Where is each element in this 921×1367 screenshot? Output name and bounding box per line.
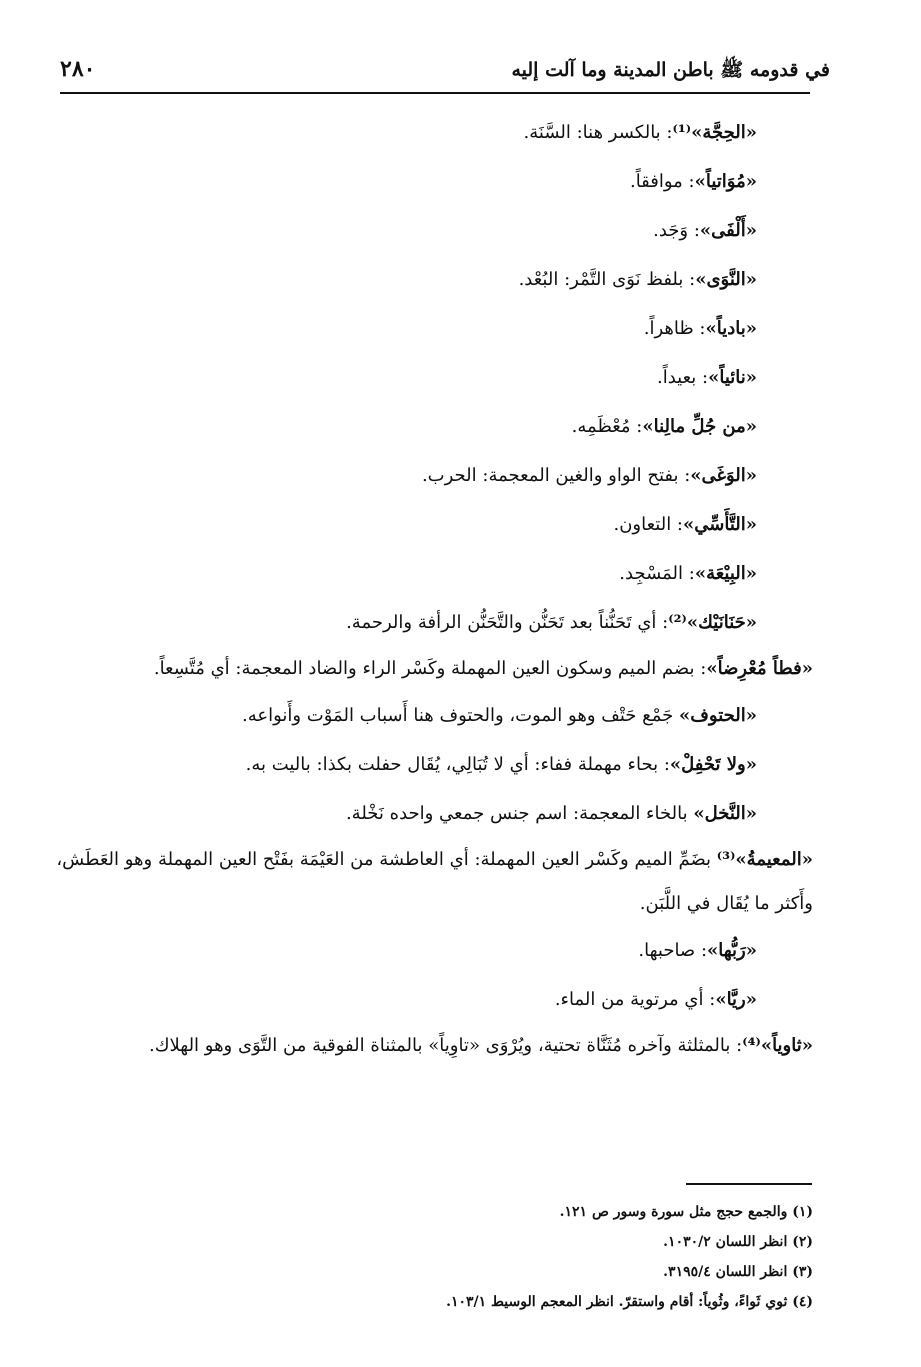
entry-text: بضَمِّ الميم وكَسْر العين المهملة: أي العاطشة من العَيْمَة بفَتْح العين المهملة وهو العَطَش، وأَكثر ما يُقَال في اللَّبَن. [56, 849, 813, 914]
entry-text: : ظاهراً. [643, 318, 706, 339]
entry-term: «رَبُّها» [707, 940, 757, 961]
footnote: (٣) انظر اللسان ٣١٩٥/٤. [663, 1264, 813, 1280]
glossary-entry [56, 108, 813, 157]
entry-text: : بالمثلثة وآخره مُثَنَّاة تحتية، ويُرْوَى «تاوِياً» بالمثناة الفوقية من التَّوَى وهو الهلاك. [148, 1035, 743, 1056]
entry-text: : بفتح الواو والغين المعجمة: الحرب. [421, 465, 691, 486]
entry-text: : بالكسر هنا: السَّنَة. [523, 122, 673, 143]
glossary-entry [56, 598, 813, 647]
glossary-entry [56, 789, 813, 838]
entry-text: : أي مرتوية من الماء. [554, 989, 716, 1010]
entry-text: : موافقاً. [629, 171, 695, 192]
entry-term: «من جُلِّ مالِنا» [642, 416, 757, 437]
page-number: ٢٨٠ [60, 56, 96, 82]
page-header [60, 52, 830, 96]
entry-term: «نائياً» [708, 367, 757, 388]
glossary-entry [56, 1024, 813, 1068]
glossary-body [56, 108, 813, 1068]
entry-term: «ولا تَحْفِلْ» [669, 754, 757, 775]
footnote: (٢) انظر اللسان ١٠٣٠/٢. [663, 1234, 813, 1250]
entry-text: : مُعْظَمِه. [571, 416, 643, 437]
glossary-entry [56, 740, 813, 789]
running-title: في قدومه ﷺ باطن المدينة وما آلت إليه [511, 59, 830, 81]
entry-text: : صاحبها. [638, 940, 708, 961]
entry-text: : بلفظ نَوَى التَّمْر: البُعْد. [518, 269, 696, 290]
entry-term: «النَّوَى» [695, 269, 757, 290]
glossary-entry [56, 500, 813, 549]
entry-term: «الحِجَّة»⁽¹⁾ [672, 122, 757, 143]
entry-term: «الوَغَى» [690, 465, 757, 486]
entry-text: : التعاون. [613, 514, 683, 535]
entry-text: : بعيداً. [656, 367, 709, 388]
footnote: (٤) ثوي ثَواءً، وثُوياً: أقام واستقرّ. انظر المعجم الوسيط ١٠٣/١. [446, 1294, 813, 1310]
entry-term: «مُوَاتياً» [694, 171, 757, 192]
entry-term: «المعيمةُ»⁽³⁾ [716, 849, 813, 870]
entry-text: : المَسْجِد. [619, 563, 695, 584]
glossary-entry [56, 157, 813, 206]
entry-term: «حَنَانَيْك»⁽²⁾ [668, 612, 757, 633]
entry-term: «البِيْعَة» [694, 563, 757, 584]
glossary-entry [56, 206, 813, 255]
glossary-entry [56, 451, 813, 500]
glossary-entry [56, 691, 813, 740]
glossary-entry [56, 549, 813, 598]
entry-term: «الحتوف» [679, 705, 757, 726]
glossary-entry [56, 926, 813, 975]
footnote: (١) والجمع حجج مثل سورة وسور ص ١٢١. [559, 1204, 813, 1220]
glossary-entry [56, 647, 813, 691]
entry-text: : وَجَد. [653, 220, 700, 241]
glossary-entry [56, 975, 813, 1024]
entry-term: «التَّأَسِّي» [683, 514, 757, 535]
entry-term: «أَلْفَى» [699, 220, 757, 241]
entry-term: «ريَّا» [715, 989, 757, 1010]
header-rule [60, 92, 810, 94]
entry-term: «بادياً» [705, 318, 757, 339]
entry-text: : أي تَحَنُّناً بعد تَحَنُّن والتَّحَنُّن الرأفة والرحمة. [346, 612, 669, 633]
entry-term: «النَّخل» [693, 803, 757, 824]
glossary-entry [56, 255, 813, 304]
entry-term: «ثاوياً»⁽⁴⁾ [742, 1035, 813, 1056]
glossary-entry [56, 304, 813, 353]
entry-text: بالخاء المعجمة: اسم جنس جمعي واحده نَخْلة. [345, 803, 694, 824]
glossary-entry [56, 838, 813, 926]
glossary-entry [56, 402, 813, 451]
glossary-entry [56, 353, 813, 402]
entry-term: «فطاً مُعْرِضاً» [706, 658, 813, 679]
footnote-rule [686, 1183, 812, 1185]
entry-text: : بضم الميم وسكون العين المهملة وكَسْر الراء والضاد المعجمة: أي مُتَّسِعاً. [153, 658, 707, 679]
footnotes [56, 1197, 813, 1317]
entry-text: : بحاء مهملة ففاء: أي لا تُبَالِي، يُقَال حفلت بكذا: باليت به. [245, 754, 670, 775]
entry-text: جَمْع حَتْف وهو الموت، والحتوف هنا أَسباب المَوْت وأَنواعه. [241, 705, 679, 726]
